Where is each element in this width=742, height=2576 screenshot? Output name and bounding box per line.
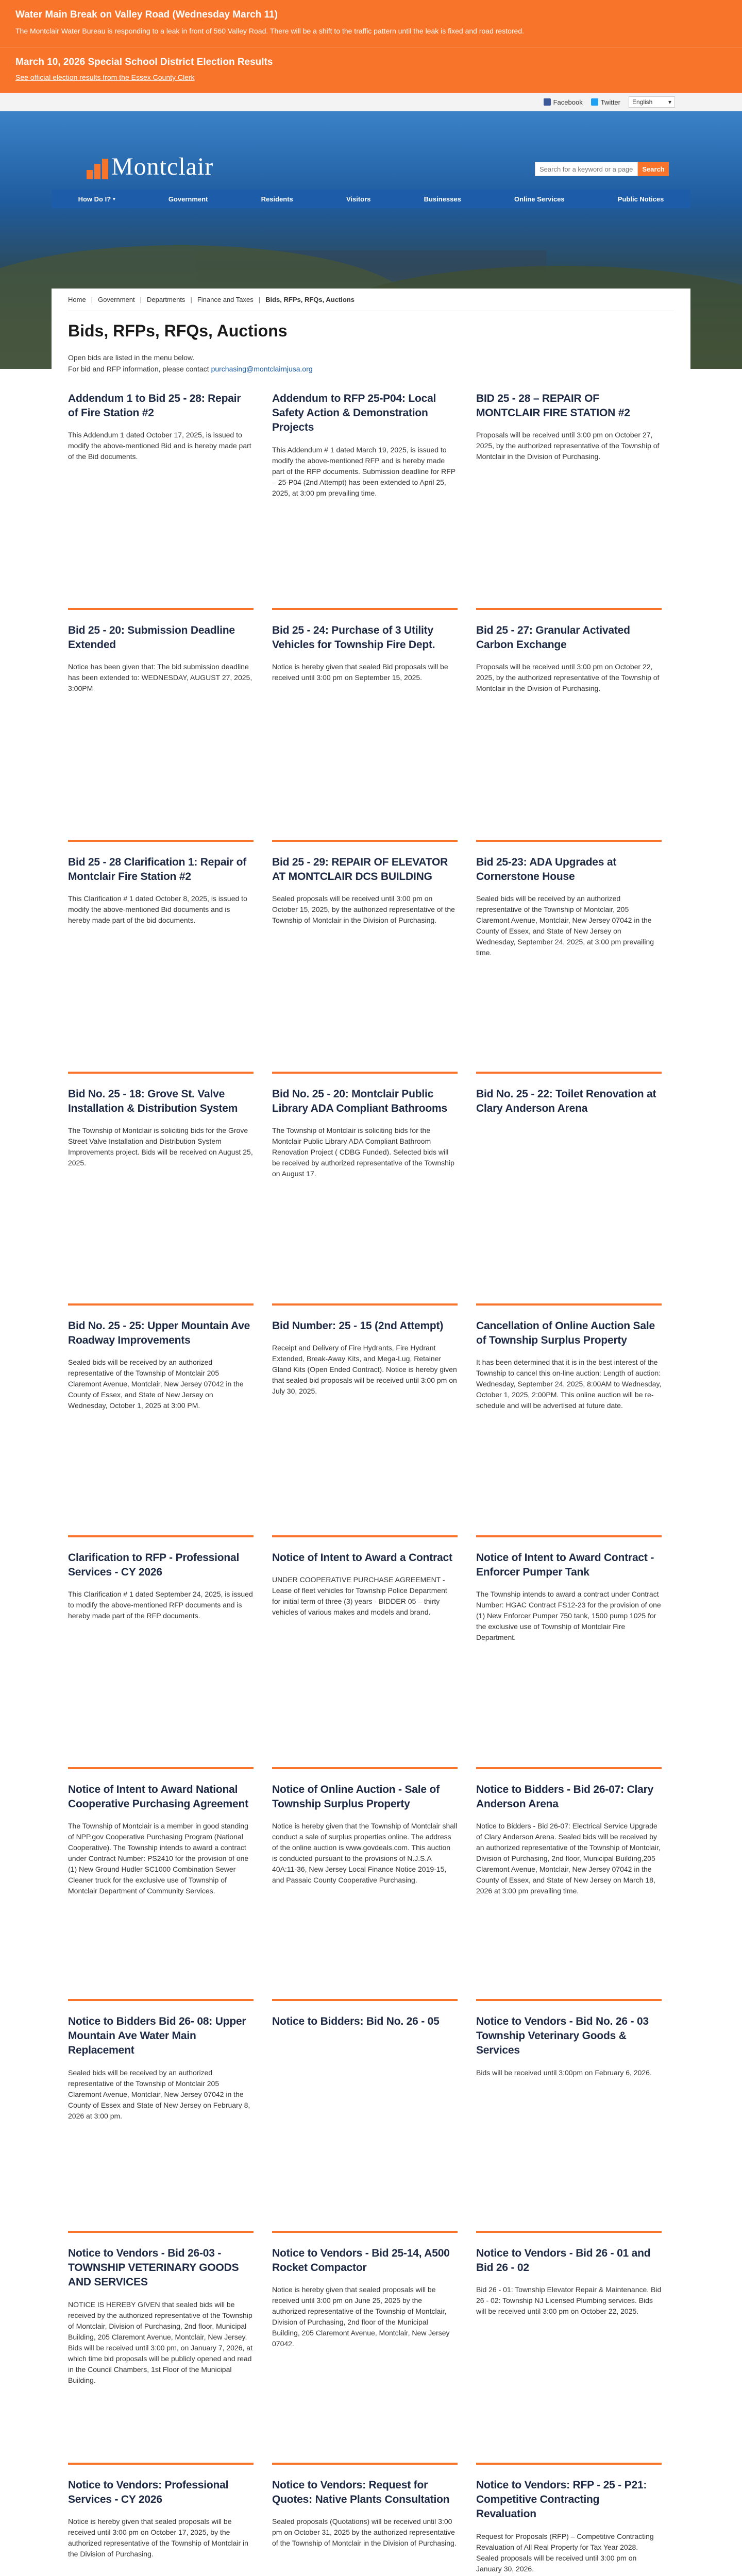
search-button[interactable]: Search — [638, 162, 669, 176]
nav-label: Visitors — [346, 195, 371, 203]
bid-tile — [272, 1319, 458, 1537]
bid-tile — [272, 2246, 458, 2465]
search-input[interactable] — [535, 162, 638, 176]
bid-description: Sealed bids will be received by an authorized representative of the Township of Montclair, 205 Claremont Avenue, Montclair, New Jersey 07042 in the County of Essex, and State of New Jersey on Wednesday, September 24, 2025, at 3:00 pm prevailing time. — [476, 894, 654, 957]
bid-title-link[interactable]: Notice to Vendors: RFP - 25 - P21: Competitive Contracting Revaluation — [476, 2479, 647, 2520]
bid-tile — [476, 1783, 662, 2001]
breadcrumb-link[interactable]: Home — [68, 296, 86, 303]
bid-title-link[interactable]: Bid Number: 25 - 15 (2nd Attempt) — [272, 1319, 444, 1332]
nav-how-do-i[interactable] — [78, 195, 115, 203]
bid-tile — [272, 392, 458, 610]
bid-description: Notice is hereby given that the Township of Montclair shall conduct a sale of surplus properties online. The address of the online auction is www.govdeals.com. This auction is conducted pursuant to the provisions of N.J.S.A 40A:11-36, New Jersey Local Finance Notice 2019-15, and Passaic County Cooperative Purchasing. — [272, 1822, 458, 1885]
bid-description: Sealed proposals will be received until 3:00 pm on October 15, 2025, by the authorized representative of the Township of Montclair in the Division of Purchasing. — [272, 894, 455, 925]
nav-label: How Do I? — [78, 195, 111, 203]
bid-description: Bids will be received until 3:00pm on February 6, 2026. — [476, 2068, 652, 2077]
bid-title-link[interactable]: Notice of Online Auction - Sale of Township Surplus Property — [272, 1783, 440, 1810]
nav-label: Businesses — [424, 195, 461, 203]
nav-visitors[interactable] — [346, 195, 370, 203]
bid-tile — [476, 2246, 662, 2465]
purchasing-email-link[interactable]: purchasing@montclairnjusa.org — [211, 365, 313, 374]
twitter-icon — [591, 98, 598, 106]
bid-title-link[interactable]: Addendum to RFP 25-P04: Local Safety Action & Demonstration Projects — [272, 392, 436, 434]
chevron-down-icon: ▾ — [668, 98, 671, 106]
bid-description: Receipt and Delivery of Fire Hydrants, Fire Hydrant Extended, Break-Away Kits, and Mega-Lug, Retainer Gland Kits (Open Ended Contract). Notice is hereby given that sealed bid proposals will be received until 3:00 pm on July 30, 2025. — [272, 1344, 457, 1396]
bid-description: It has been determined that it is in the best interest of the Township to cancel this on-line auction: Length of auction: Wednesday, September 24, 2025, 8:00AM to Wednesday, October 1, 2025, 2:00PM. This online auction will be re-schedule and will be advertised at future date. — [476, 1358, 662, 1410]
bid-description: Proposals will be received until 3:00 pm on October 27, 2025, by the authorized representative of the Township of Montclair in the Division of Purchasing. — [476, 431, 660, 461]
intro-line: Open bids are listed in the menu below. — [68, 353, 195, 362]
alert-title: Water Main Break on Valley Road (Wednesday March 11) — [15, 9, 278, 20]
bid-tile — [272, 855, 458, 1074]
breadcrumb — [68, 289, 674, 311]
bid-tile — [68, 2014, 254, 2233]
breadcrumb-current: Bids, RFPs, RFQs, Auctions — [265, 296, 355, 303]
nav-label: Online Services — [514, 195, 565, 203]
breadcrumb-link[interactable]: Departments — [147, 296, 185, 303]
site-logo[interactable] — [87, 155, 213, 179]
bid-description: Notice to Bidders - Bid 26-07: Electrical Service Upgrade of Clary Anderson Arena. Sealed bids will be received by an authorized representative of the Township of Montclair, Division of Purchasing, 2nd floor, Municipal Building,205 Claremont Avenue, Montclair, New Jersey 07042 in the County of Essex, and State of New Jersey on March 18, 2026 at 3:00 pm prevailing time. — [476, 1822, 661, 1895]
bid-tile — [68, 1087, 254, 1306]
bid-tile — [272, 2478, 458, 2576]
language-select[interactable] — [629, 96, 675, 108]
bid-tile — [68, 2478, 254, 2576]
bid-tile — [68, 623, 254, 842]
bid-title-link[interactable]: Bid No. 25 - 20: Montclair Public Library ADA Compliant Bathrooms — [272, 1088, 447, 1115]
intro-line-text: For bid and RFP information, please contact — [68, 365, 209, 374]
bid-title-link[interactable]: Bid 25 - 27: Granular Activated Carbon Exchange — [476, 624, 630, 651]
bid-tile — [68, 1319, 254, 1537]
facebook-icon — [544, 98, 551, 106]
nav-government[interactable] — [168, 195, 208, 203]
language-value: English — [632, 98, 653, 106]
bid-title-link[interactable]: Clarification to RFP - Professional Services - CY 2026 — [68, 1551, 240, 1579]
election-results-link[interactable]: See official election results from the Essex County Clerk — [15, 73, 195, 81]
bid-description: Sealed proposals (Quotations) will be received until 3:00 pm on October 31, 2025 by the authorized representative of the Township of Montclair in the Division of Purchasing. — [272, 2517, 457, 2548]
bid-title-link[interactable]: Bid 25 - 20: Submission Deadline Extended — [68, 624, 235, 651]
bid-description: The Township of Montclair is soliciting bids for the Montclair Public Library ADA Compliant Bathroom Renovation Project ( CDBG Funded). Selected bids will be received by authorized representative of the Township on August 17. — [272, 1126, 454, 1178]
bid-tile — [476, 1319, 662, 1537]
bid-description: Notice has been given that: The bid submission deadline has been extended to: WEDNESDAY, AUGUST 27, 2025, 3:00PM — [68, 663, 252, 693]
bid-description: Bid 26 - 01: Township Elevator Repair & Maintenance. Bid 26 - 02: Township NJ Licensed Plumbing services. Bids will be received until 3:00 pm on October 22, 2025. — [476, 2285, 662, 2316]
breadcrumb-link[interactable]: Finance and Taxes — [197, 296, 254, 303]
bid-title-link[interactable]: Cancellation of Online Auction Sale of Township Surplus Property — [476, 1319, 655, 1347]
nav-online-services[interactable] — [514, 195, 565, 203]
bid-tile — [272, 623, 458, 842]
bid-title-link[interactable]: Notice to Vendors: Request for Quotes: Native Plants Consultation — [272, 2479, 450, 2506]
bid-tile — [68, 392, 254, 610]
breadcrumb-separator: | — [91, 296, 93, 303]
bid-description: Notice is hereby given that sealed proposals will be received until 3:00 pm on June 25, 2025 by the authorized representative of the Township of Montclair, Division of Purchasing, 2nd floor of the Municipal Building, 205 Claremont Avenue, Montclair, New Jersey 07042. — [272, 2285, 450, 2348]
bid-title-link[interactable]: Bid No. 25 - 25: Upper Mountain Ave Roadway Improvements — [68, 1319, 250, 1347]
bid-tile — [68, 1551, 254, 1769]
bid-description: This Clarification # 1 dated September 24, 2025, is issued to modify the above-mentioned RFP documents and is hereby made part of the RFP documents. — [68, 1590, 253, 1620]
bid-description: This Addendum 1 dated October 17, 2025, is issued to modify the above-mentioned Bid and is hereby made part of the Bid documents. — [68, 431, 251, 461]
bid-description: Notice is hereby given that sealed proposals will be received until 3:00 pm on October 17, 2025, by the authorized representative of the Township of Montclair in the Division of Purchasing. — [68, 2517, 248, 2558]
nav-label: Government — [168, 195, 208, 203]
bid-tile — [476, 855, 662, 1074]
bid-description: NOTICE IS HEREBY GIVEN that sealed bids will be received by the authorized representative of the Township of Montclair, Division of Purchasing, 2nd floor, Municipal Building, 205 Claremont Avenue, Montclair, New Jersey. Bids will be received until 3:00 pm, on January 7, 2026, at which time bid proposals will be publicly opened and read in the Council Chambers, 1st Floor of the Municipal Building. — [68, 2300, 252, 2384]
nav-label: Residents — [261, 195, 293, 203]
bids-grid — [68, 392, 674, 2576]
logo-icon — [87, 159, 109, 179]
bid-tile — [68, 2246, 254, 2465]
breadcrumb-link[interactable]: Government — [98, 296, 135, 303]
bid-description: Sealed bids will be received by an authorized representative of the Township of Montclair 205 Claremont Avenue, Montclair, New Jersey 07042 in the County of Essex and State of New Jersey on February 8, 2026 at 3:00 pm. — [68, 2068, 250, 2120]
alert-banner — [0, 47, 742, 93]
bid-tile — [476, 1087, 662, 1306]
bid-tile — [68, 855, 254, 1074]
twitter-link[interactable] — [591, 98, 620, 106]
bid-title-link[interactable]: Notice to Bidders: Bid No. 26 - 05 — [272, 2015, 440, 2027]
bid-description: The Township of Montclair is a member in good standing of NPP.gov Cooperative Purchasing Program (National Cooperative). The Township intends to award a contract under Contract Number: PS2410 for the provision of one (1) New Ground Hudler SC1000 Combination Sewer Cleaner truck for the exclusive use of Township of Montclair Department of Community Services. — [68, 1822, 249, 1895]
bid-tile — [476, 623, 662, 842]
nav-public-notices[interactable] — [618, 195, 664, 203]
bid-tile — [272, 1551, 458, 1769]
bid-description: Notice is hereby given that sealed Bid proposals will be received until 3:00 pm on September 15, 2025. — [272, 663, 448, 682]
bid-title-link[interactable]: Notice to Vendors - Bid 25-14, A500 Rocket Compactor — [272, 2247, 450, 2274]
bid-tile — [272, 2014, 458, 2233]
breadcrumb-separator: | — [190, 296, 192, 303]
site-search — [535, 162, 669, 176]
chevron-down-icon: ▾ — [113, 196, 115, 201]
content-card — [52, 289, 690, 2576]
bid-tile — [476, 392, 662, 610]
bid-tile — [476, 2014, 662, 2233]
bid-tile — [68, 1783, 254, 2001]
intro-text — [68, 352, 674, 375]
bid-tile — [272, 1783, 458, 2001]
bid-description: This Addendum # 1 dated March 19, 2025, is issued to modify the above-mentioned RFP and is hereby made part of the RFP documents. Submission deadline for RFP – 25-P04 (2nd Attempt) has been extended to April 25, 2025, at 3:00 pm prevailing time. — [272, 445, 456, 497]
bid-description: UNDER COOPERATIVE PURCHASE AGREEMENT - Lease of fleet vehicles for Township Police Department for initial term of three (3) years - BIDDER 05 – thirty vehicles of various makes and models and brand. — [272, 1575, 447, 1617]
nav-residents[interactable] — [261, 195, 293, 203]
bid-description: The Township of Montclair is soliciting bids for the Grove Street Valve Installation and Distribution System Improvements project. Bids will be received on August 25, 2025. — [68, 1126, 253, 1167]
bid-title-link[interactable]: Notice to Bidders - Bid 26-07: Clary Anderson Arena — [476, 1783, 654, 1810]
intro-line — [68, 363, 674, 375]
alert-title: March 10, 2026 Special School District Election Results — [15, 57, 273, 67]
nav-label: Public Notices — [617, 195, 664, 203]
bid-title-link[interactable]: Notice to Vendors: Professional Services - CY 2026 — [68, 2479, 229, 2506]
main-nav — [52, 190, 690, 208]
bid-title-link[interactable]: Bid 25-23: ADA Upgrades at Cornerstone House — [476, 856, 617, 883]
utility-bar — [0, 93, 742, 111]
bid-title-link[interactable]: Bid No. 25 - 18: Grove St. Valve Installation & Distribution System — [68, 1088, 238, 1115]
bid-title-link[interactable]: Notice of Intent to Award a Contract — [272, 1551, 452, 1564]
bid-title-link[interactable]: Notice of Intent to Award National Cooperative Purchasing Agreement — [68, 1783, 248, 1810]
bid-tile — [476, 2478, 662, 2576]
twitter-label: Twitter — [600, 98, 620, 106]
bid-description: Sealed bids will be received by an authorized representative of the Township of Montclair 205 Claremont Avenue, Montclair, New Jersey 07042 in the County of Essex, and State of New Jersey on Wednesday, October 1, 2025 at 3:00 PM. — [68, 1358, 244, 1410]
bid-title-link[interactable]: Notice to Vendors - Bid No. 26 - 03 Township Veterinary Goods & Services — [476, 2015, 649, 2057]
breadcrumb-separator: | — [140, 296, 142, 303]
bid-title-link[interactable]: Bid 25 - 29: REPAIR OF ELEVATOR AT MONTCLAIR DCS BUILDING — [272, 856, 448, 883]
nav-businesses[interactable] — [424, 195, 461, 203]
alert-banner — [0, 0, 742, 47]
page-title: Bids, RFPs, RFQs, Auctions — [68, 321, 288, 340]
bid-title-link[interactable]: Notice to Vendors - Bid 26-03 - TOWNSHIP VETERINARY GOODS AND SERVICES — [68, 2247, 239, 2289]
bid-title-link[interactable]: Addendum 1 to Bid 25 - 28: Repair of Fire Station #2 — [68, 392, 241, 419]
bid-title-link[interactable]: Bid 25 - 24: Purchase of 3 Utility Vehicles for Township Fire Dept. — [272, 624, 435, 651]
breadcrumb-separator: | — [258, 296, 261, 303]
bid-description: Request for Proposals (RFP) – Competitive Contracting Revaluation of All Real Property for Tax Year 2028. Sealed proposals will be received until 3:00 pm on January 30, 2026. — [476, 2532, 654, 2573]
facebook-link[interactable] — [544, 98, 583, 106]
bid-description: Proposals will be received until 3:00 pm on October 22, 2025, by the authorized representative of the Township of Montclair in the Division of Purchasing. — [476, 663, 660, 693]
bid-title-link[interactable]: BID 25 - 28 – REPAIR OF MONTCLAIR FIRE STATION #2 — [476, 392, 630, 419]
bid-title-link[interactable]: Bid No. 25 - 22: Toilet Renovation at Clary Anderson Arena — [476, 1088, 656, 1115]
bid-description: The Township intends to award a contract under Contract Number: HGAC Contract FS12-23 for the provision of one (1) New Enforcer Pumper 750 tank, 1500 pump 1025 for the exclusive use of Township of Montclair Fire Department. — [476, 1590, 661, 1642]
alert-body: The Montclair Water Bureau is responding to a leak in front of 560 Valley Road. There will be a shift to the traffic pattern until the leak is fixed and road restored. — [15, 27, 525, 35]
bid-title-link[interactable]: Notice to Bidders Bid 26- 08: Upper Mountain Ave Water Main Replacement — [68, 2015, 246, 2057]
facebook-label: Facebook — [553, 98, 583, 106]
bid-description: This Clarification # 1 dated October 8, 2025, is issued to modify the above-mentioned Bid documents and is hereby made part of the bid documents. — [68, 894, 247, 925]
bid-tile — [272, 1087, 458, 1306]
bid-title-link[interactable]: Bid 25 - 28 Clarification 1: Repair of Montclair Fire Station #2 — [68, 856, 246, 883]
bid-title-link[interactable]: Notice to Vendors - Bid 26 - 01 and Bid 26 - 02 — [476, 2247, 651, 2274]
bid-tile — [476, 1551, 662, 1769]
bid-title-link[interactable]: Notice of Intent to Award Contract - Enforcer Pumper Tank — [476, 1551, 654, 1579]
logo-text: Montclair — [111, 153, 214, 180]
